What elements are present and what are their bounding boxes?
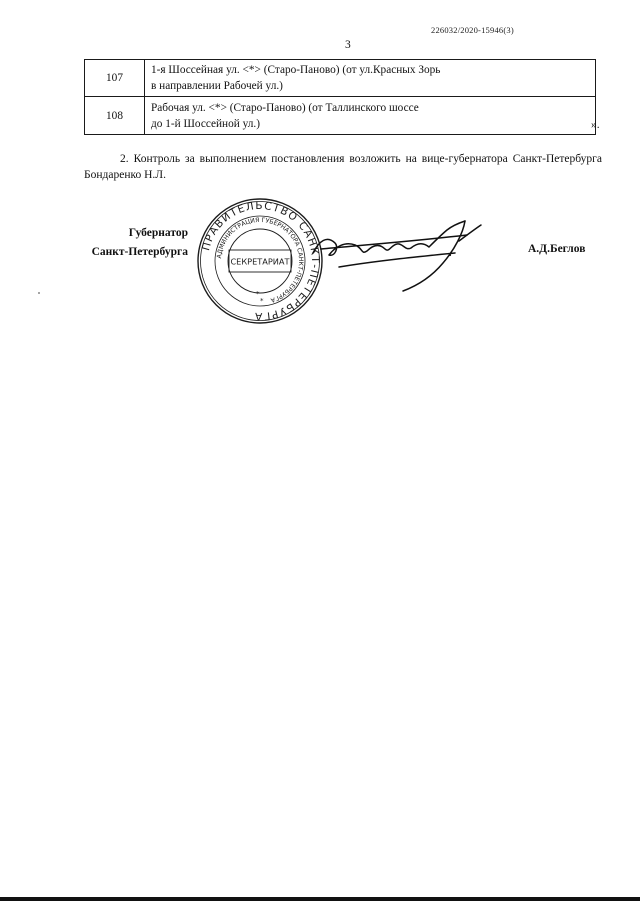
- row-description-line: Рабочая ул. <*> (Старо-Паново) (от Таллинского шоссе: [151, 101, 419, 114]
- bottom-border: [0, 897, 640, 901]
- row-description: [145, 60, 596, 97]
- row-description-line: 1-я Шоссейная ул. <*> (Старо-Паново) (от ул.Красных Зорь: [151, 64, 441, 76]
- svg-text:*: *: [260, 297, 264, 305]
- signatory-name: А.Д.Беглов: [528, 243, 586, 255]
- row-description-line: в направлении Рабочей ул.): [151, 80, 283, 92]
- body-paragraph: 2. Контроль за выполнением постановления возложить на вице-губернатора Санкт-Петербурга Бондаренко Н.Л.: [84, 153, 602, 181]
- row-number: 108: [85, 97, 145, 135]
- position-title: Губернатор: [128, 227, 188, 239]
- seal-inner-text: АДМИНИСТРАЦИЯ ГУБЕРНАТОРА САНКТ-ПЕТЕРБУРГА: [216, 216, 305, 304]
- document-number: 226032/2020-15946(3): [431, 25, 514, 35]
- seal-stars: [256, 290, 264, 305]
- seal-center-text: СЕКРЕТАРИАТ: [230, 256, 290, 267]
- position-city: Санкт-Петербурга: [91, 246, 188, 258]
- table-row: [85, 60, 596, 97]
- row-description: [145, 97, 596, 135]
- row-description-line: до 1-й Шоссейной ул.): [151, 117, 260, 130]
- scan-artifact: [38, 292, 40, 294]
- table-row: [85, 97, 596, 135]
- svg-text:*: *: [256, 290, 260, 298]
- handwritten-signature: [305, 205, 485, 295]
- page-number: 3: [345, 39, 351, 51]
- row-number: 107: [85, 60, 145, 97]
- seal-outer-text: ПРАВИТЕЛЬСТВО САНКТ-ПЕТЕРБУРГА: [200, 199, 322, 323]
- signatory-position: [84, 224, 188, 262]
- streets-table: [84, 59, 596, 135]
- closing-quote: ».: [591, 119, 600, 131]
